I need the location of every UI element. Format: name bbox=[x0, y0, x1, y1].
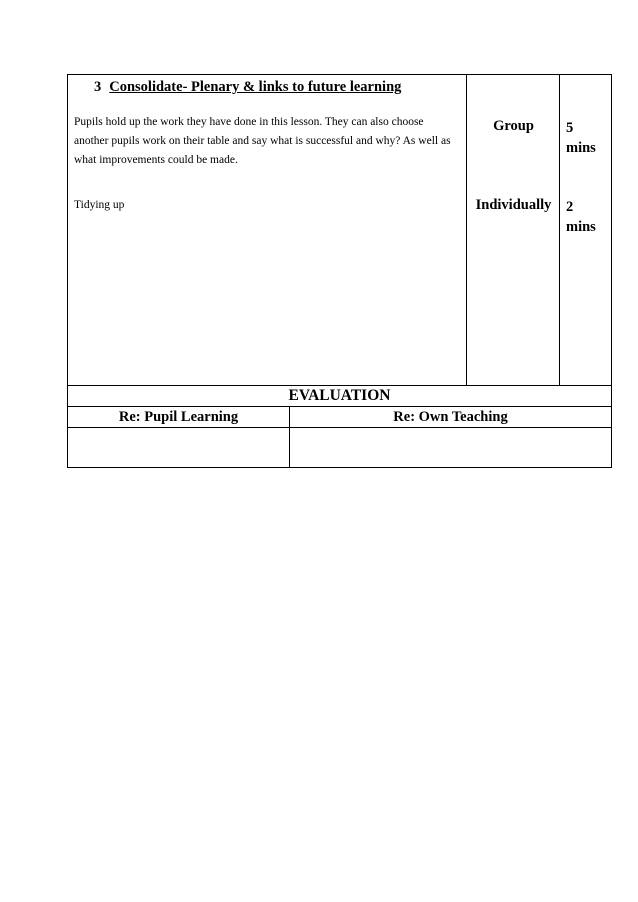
evaluation-body-row bbox=[67, 428, 612, 468]
plenary-row bbox=[67, 74, 612, 386]
time-1-value: 5 bbox=[566, 120, 574, 136]
activity-column bbox=[68, 75, 467, 385]
time-column bbox=[560, 75, 611, 385]
section-number: 3 bbox=[94, 79, 102, 95]
activity-description-2: Tidying up bbox=[74, 199, 125, 211]
eval-cell-own-teaching bbox=[290, 428, 611, 467]
organisation-1: Group bbox=[493, 118, 534, 134]
section-heading bbox=[94, 79, 401, 96]
organisation-2: Individually bbox=[475, 197, 552, 213]
evaluation-header-row bbox=[67, 407, 612, 428]
activity-description-1: Pupils hold up the work they have done in this lesson. They can also choose another pupils work on their table and say what is successful and why? As well as what improvements could be made. bbox=[74, 116, 451, 166]
time-2-value: 2 bbox=[566, 199, 574, 215]
evaluation-title: EVALUATION bbox=[67, 386, 612, 407]
eval-cell-pupil-learning bbox=[68, 428, 290, 467]
eval-header-own-teaching: Re: Own Teaching bbox=[393, 409, 508, 425]
time-2 bbox=[566, 197, 610, 237]
organisation-column bbox=[467, 75, 560, 385]
section-title: Consolidate- Plenary & links to future learning bbox=[109, 79, 402, 95]
time-1-unit: mins bbox=[566, 140, 596, 156]
time-1 bbox=[566, 118, 610, 158]
time-2-unit: mins bbox=[566, 219, 596, 235]
eval-header-pupil-learning: Re: Pupil Learning bbox=[68, 407, 290, 427]
